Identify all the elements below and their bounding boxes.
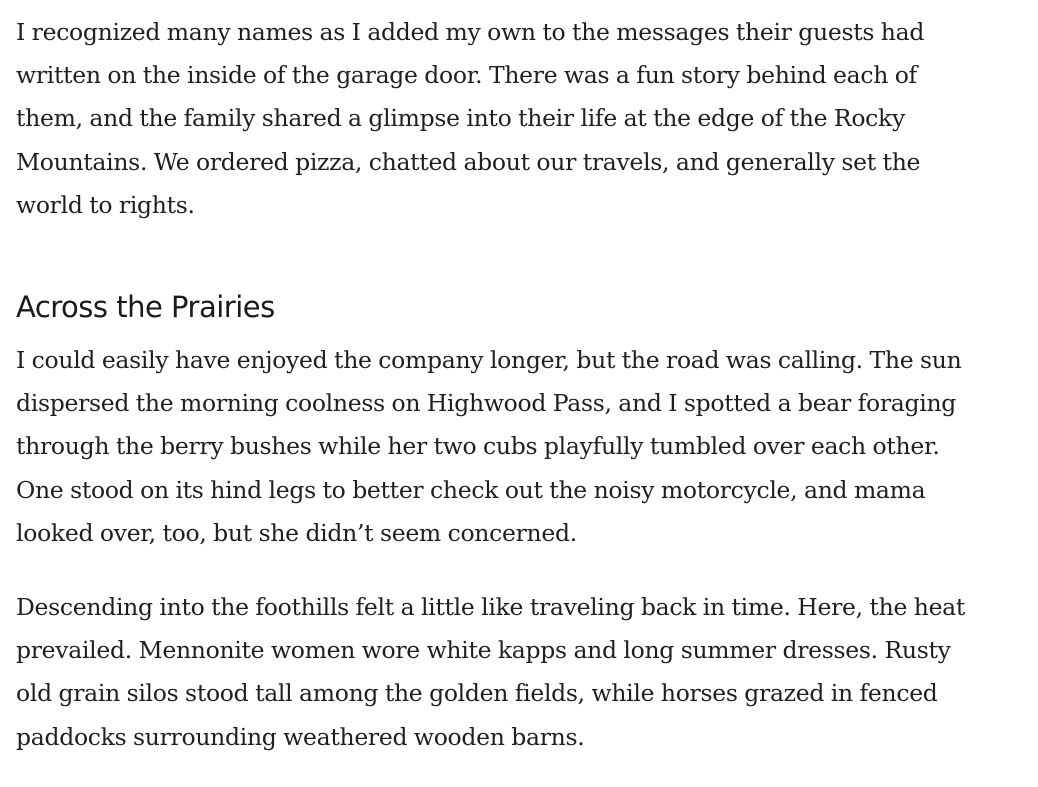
text-line: old grain silos stood tall among the golden fields, while horses grazed in fenced xyxy=(16,679,938,708)
text-line: through the berry bushes while her two cubs playfully tumbled over each other. xyxy=(16,432,940,461)
text-line: prevailed. Mennonite women wore white kapps and long summer dresses. Rusty xyxy=(16,636,951,665)
text-line: Mountains. We ordered pizza, chatted about our travels, and generally set the xyxy=(16,147,921,176)
text-line: I recognized many names as I added my own to the messages their guests had xyxy=(16,18,925,46)
article-body xyxy=(16,11,1016,759)
text-line: One stood on its hind legs to better check out the noisy motorcycle, and mama xyxy=(16,475,926,504)
text-line: looked over, too, but she didn’t seem concerned. xyxy=(16,518,577,547)
paragraph-garage-door xyxy=(16,11,1016,227)
text-line: them, and the family shared a glimpse into their life at the edge of the Rocky xyxy=(16,104,905,133)
section-heading: Across the Prairies xyxy=(16,290,275,325)
text-line: I could easily have enjoyed the company longer, but the road was calling. The sun xyxy=(16,346,962,375)
text-line: world to rights. xyxy=(16,190,195,219)
text-line: dispersed the morning coolness on Highwood Pass, and I spotted a bear foraging xyxy=(16,389,957,418)
text-line: written on the inside of the garage door. There was a fun story behind each of xyxy=(16,61,917,90)
paragraph-foothills xyxy=(16,586,1016,759)
paragraph-highwood-pass xyxy=(16,339,1016,555)
text-line: paddocks surrounding weathered wooden barns. xyxy=(16,722,585,751)
text-line: Descending into the foothills felt a little like traveling back in time. Here, the heat xyxy=(16,593,966,622)
